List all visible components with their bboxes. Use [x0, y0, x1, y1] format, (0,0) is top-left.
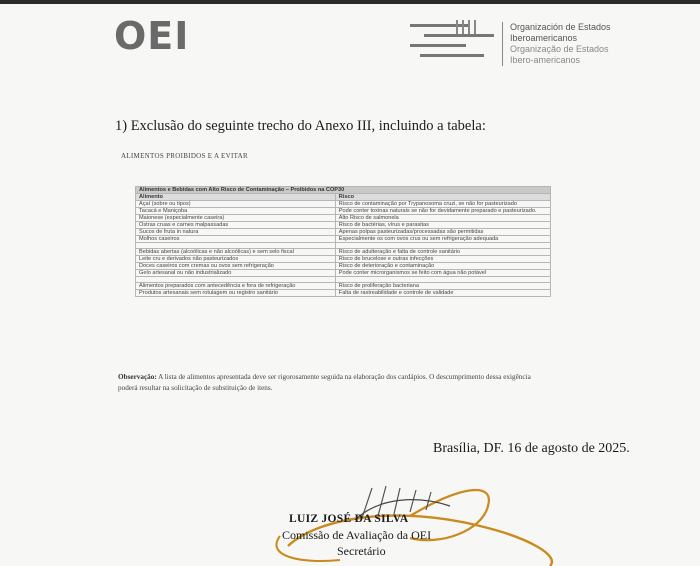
table-row — [136, 290, 551, 297]
observation-label: Observação: — [118, 373, 157, 381]
food-cell: Tacacá e Maniçoba — [136, 208, 336, 215]
risk-cell: Falta de rastreabilidade e controle de validade — [335, 290, 550, 297]
food-cell: Sucos de fruta in natura — [136, 229, 336, 236]
food-cell: Açaí (sobre ou tipos) — [136, 201, 336, 208]
table-row — [136, 201, 551, 208]
signatory-role-2: Secretário — [337, 544, 386, 558]
food-cell: Molhos caseiros — [136, 236, 336, 243]
risk-cell: Risco de contaminação por Trypanosoma cruzi, se não for pasteurizado — [335, 201, 550, 208]
risk-cell: Pode conter microrganismos se feito com água não potável — [335, 270, 550, 277]
observation-note — [118, 372, 550, 394]
column-header-risk: Risco — [335, 194, 550, 201]
food-cell: Produtos artesanais sem rotulagem ou registro sanitário — [136, 290, 336, 297]
food-cell: Leite cru e derivados não pasteurizados — [136, 256, 336, 263]
risk-cell: Apenas polpas pasteurizadas/processadas são permitidas — [335, 229, 550, 236]
risk-cell: Risco de brucelose e outras infecções — [335, 256, 550, 263]
org-name-pt-1: Organização de Estados — [510, 44, 609, 54]
table-row — [136, 208, 551, 215]
risk-cell: Risco de adulteração e falta de controle sanitário — [335, 249, 550, 256]
observation-text: A lista de alimentos apresentada deve ser rigorosamente seguida na elaboração dos cardápios. O descumprimento dessa exigência poderá resultar na solicitação de substituição de itens. — [118, 373, 531, 392]
food-cell: Alimentos preparados com antecedência e fora de refrigeração — [136, 283, 336, 290]
signatory-role-1: Comissão de Avaliação da OEI — [282, 528, 432, 542]
signatory-name: LUIZ JOSÉ DA SILVA — [289, 513, 409, 525]
header-divider — [502, 22, 503, 66]
risk-cell: Alto Risco de salmonela — [335, 215, 550, 222]
org-name-es-2: Iberoamericanos — [510, 33, 578, 43]
table-row — [136, 236, 551, 243]
table-row — [136, 263, 551, 270]
oei-emblem-icon — [410, 20, 494, 60]
food-cell: Bebidas abertas (alcoólicas e não alcoólicas) e sem selo fiscal — [136, 249, 336, 256]
place-date: Brasília, DF. 16 de agosto de 2025. — [433, 441, 630, 456]
table-row — [136, 249, 551, 256]
org-name-pt-2: Ibero-americanos — [510, 55, 581, 65]
prohibited-foods-table — [135, 186, 551, 297]
table-row — [136, 222, 551, 229]
org-name-block — [510, 22, 611, 66]
column-header-food: Alimento — [136, 194, 336, 201]
risk-cell: Risco de proliferação bacteriana — [335, 283, 550, 290]
risk-cell: Risco de bactérias, vírus e parasitas — [335, 222, 550, 229]
table-row — [136, 256, 551, 263]
risk-cell: Risco de deterioração e contaminação — [335, 263, 550, 270]
oei-logo: OEI — [114, 14, 190, 58]
food-cell: Gelo artesanal ou não industrializado — [136, 270, 336, 277]
org-name-es-1: Organización de Estados — [510, 22, 611, 32]
table-title: Alimentos e Bebidas com Alto Risco de Contaminação – Proibidos na COP30 — [136, 187, 551, 194]
table-row — [136, 229, 551, 236]
table-caption: ALIMENTOS PROIBIDOS E A EVITAR — [121, 152, 248, 160]
food-cell: Ostras cruas e carnes malpassadas — [136, 222, 336, 229]
risk-cell: Especialmente os com ovos crus ou sem refrigeração adequada — [335, 236, 550, 243]
table-row — [136, 270, 551, 277]
table-row — [136, 215, 551, 222]
food-cell: Doces caseiros com cremas ou ovos sem refrigeração — [136, 263, 336, 270]
food-cell: Maionese (especialmente caseira) — [136, 215, 336, 222]
risk-cell: Pode conter toxinas naturais se não for devidamente preparado e pasteurizado. — [335, 208, 550, 215]
table-row — [136, 283, 551, 290]
top-edge — [0, 0, 700, 4]
section-heading: 1) Exclusão do seguinte trecho do Anexo III, incluindo a tabela: — [115, 118, 486, 134]
